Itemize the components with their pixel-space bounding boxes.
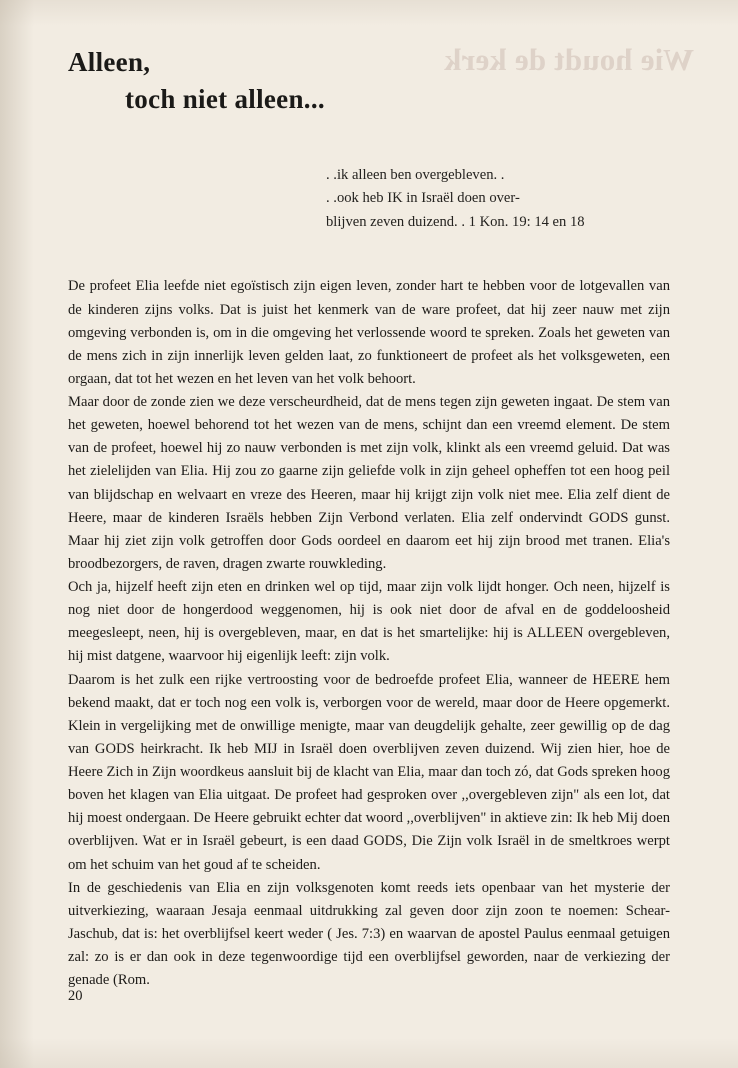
epigraph-line: . .ik alleen ben overgebleven. . [326, 166, 505, 183]
bleed-through-title: Wie houdt de kerk [443, 42, 694, 77]
page-title-line-1: Alleen, [68, 47, 151, 77]
paragraph: De profeet Elia leefde niet egoïstisch zijn eigen leven, zonder hart te hebben voor de lotgevallen van de kinderen zijns volks. Dat is juist het kenmerk van de ware profeet, dat hij zeer nauw met zijn omgeving verbonden is, om in die omgeving het verlossende woord te spreken. Zoals het geweten van de mens zich in zijn innerlijk leven gelden laat, zo funktioneert de profeet als het volksgeweten, een orgaan, dat tot het wezen en het leven van het volk behoort. [68, 278, 670, 387]
page-title-line-2: toch niet alleen... [125, 84, 325, 115]
epigraph-line: blijven zeven duizend. . 1 Kon. 19: 14 en 18 [326, 213, 585, 230]
epigraph-line: . .ook heb IK in Israël doen over- [326, 190, 520, 207]
epigraph-quote [326, 164, 670, 235]
paragraph: Och ja, hijzelf heeft zijn eten en drinken wel op tijd, maar zijn volk lijdt honger. Och neen, hijzelf is nog niet door de hongerdood weggenomen, hij is ook niet door de afval en de goddeloosheid meegesleept, neen, hij is overgebleven, maar, en dat is het smartelijke: hij is ALLEEN overgebleven, hij mist datgene, waarvoor hij eigenlijk leeft: zijn volk. [68, 579, 670, 665]
body-text [68, 275, 670, 992]
page-number: 20 [68, 988, 83, 1004]
page-title [68, 0, 670, 119]
paragraph: In de geschiedenis van Elia en zijn volksgenoten komt reeds iets openbaar van het mysterie der uitverkiezing, waaraan Jesaja eenmaal uitdrukking zal geven door zijn zoon te noemen: Schear-Jaschub, dat is: het overblijfsel keert weder ( Jes. 7:3) en waarvan de apostel Paulus eenmaal getuigen zal: zo is er dan ook in deze tegenwoordige tijd een overblijfsel geworden, naar de verkiezing der genade (Rom. [68, 879, 670, 989]
paragraph: Maar door de zonde zien we deze verscheurdheid, dat de mens tegen zijn geweten ingaat. De stem van het geweten, hoewel behorend tot het wezen van de mens, schijnt dan een vreemd element. De stem van de profeet, hoewel hij zo nauw verbonden is met zijn volk, klinkt als een vreemd geluid. Dat was het zielelijden van Elia. Hij zou zo gaarne zijn geliefde volk in zijn geheel opheffen tot een hoog peil van blijdschap en welvaart en vreze des Heeren, maar hij krijgt zijn volk niet mee. Elia zelf dient de Heere, maar de kinderen Israëls hebben Zijn Verbond verlaten. Elia zelf ondervindt GODS gunst. Maar hij ziet zijn volk getroffen door Gods oordeel en daarom eet hij zijn brood met tranen. Elia's broodbezorgers, de raven, dragen zwarte rouwkleding. [68, 394, 670, 572]
page-content [68, 0, 670, 1068]
paragraph: Daarom is het zulk een rijke vertroosting voor de bedroefde profeet Elia, wanneer de HEERE hem bekend maakt, dat er toch nog een volk is, verborgen voor de wereld, maar door de Heere opgemerkt. Klein in vergelijking met de onwillige menigte, maar van deugdelijk gehalte, zeer gewillig op de dag van GODS heirkracht. Ik heb MIJ in Israël doen overblijven zeven duizend. Wij zien hier, hoe de Heere Zich in Zijn woordkeus aansluit bij de klacht van Elia, maar dan toch zó, dat Gods spreken hoog boven het klagen van Elia uitgaat. De profeet had gesproken over ,,overgebleven zijn" als een lot, dat hij moest ondergaan. De Heere gebruikt echter dat woord ,,overblijven" in aktieve zin: Ik heb Mij doen overblijven. Wat er in Israël gebeurt, is een daad GODS, Die Zijn volk Israël in de smeltkroes werpt om het schuim van het goud af te scheiden. [68, 671, 670, 873]
